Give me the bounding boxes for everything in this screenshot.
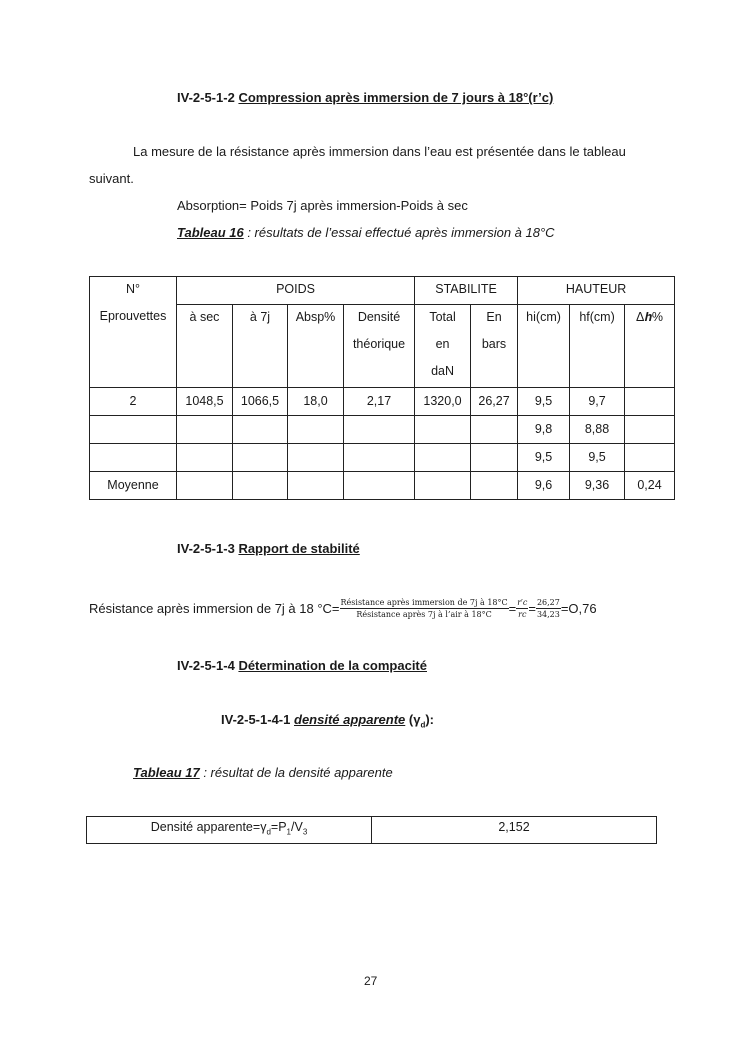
cell-a-sec: 1048,5 bbox=[177, 388, 233, 416]
section-number: IV-2-5-1-2 bbox=[177, 90, 235, 105]
table17-caption bbox=[133, 765, 393, 780]
label-sub: 3 bbox=[302, 827, 308, 837]
cell-hi: 9,5 bbox=[518, 444, 570, 472]
label-main: Densité apparente=γ bbox=[150, 820, 267, 834]
header-hauteur bbox=[518, 277, 675, 305]
heading-suffix: ): bbox=[425, 712, 434, 727]
header-en-l2: bars bbox=[481, 337, 507, 351]
cell-densite bbox=[344, 444, 415, 472]
cell-n bbox=[90, 416, 177, 444]
header-hf-label: hf(cm) bbox=[579, 310, 615, 324]
header-a-7j bbox=[233, 305, 288, 388]
header-total bbox=[415, 305, 471, 388]
cell-hf: 9,7 bbox=[570, 388, 625, 416]
cell-a-7j bbox=[233, 472, 288, 500]
table16-caption bbox=[177, 225, 555, 240]
header-eprouvettes-label: Eprouvettes bbox=[99, 309, 167, 323]
cell-n bbox=[90, 444, 177, 472]
stability-label: Résistance après immersion de 7j à 18 °C= bbox=[89, 600, 340, 616]
table-row bbox=[90, 416, 675, 444]
section-heading-compacite bbox=[177, 658, 427, 673]
stability-fraction-symbols bbox=[516, 597, 528, 620]
header-densite-l2: théorique bbox=[352, 337, 406, 351]
stability-result: =O,76 bbox=[560, 600, 597, 616]
fraction-numerator: 26,27 bbox=[536, 597, 560, 607]
header-a-7j-label: à 7j bbox=[249, 310, 271, 324]
section-number: IV-2-5-1-4 bbox=[177, 658, 235, 673]
cell-a-sec bbox=[177, 444, 233, 472]
cell-total: 1320,0 bbox=[415, 388, 471, 416]
cell-hi: 9,8 bbox=[518, 416, 570, 444]
section-title: Détermination de la compacité bbox=[238, 658, 427, 673]
cell-densite bbox=[344, 472, 415, 500]
cell-dh bbox=[625, 444, 675, 472]
fraction-denominator: rc bbox=[518, 609, 527, 619]
cell-bars bbox=[471, 472, 518, 500]
table-row bbox=[90, 444, 675, 472]
label-slash: /V bbox=[291, 820, 303, 834]
header-densite-l1: Densité bbox=[357, 310, 401, 324]
table16-caption-label: Tableau 16 bbox=[177, 225, 244, 240]
cell-bars bbox=[471, 416, 518, 444]
cell-total bbox=[415, 444, 471, 472]
cell-dh bbox=[625, 416, 675, 444]
densite-apparente-value: 2,152 bbox=[372, 817, 657, 844]
cell-densite bbox=[344, 416, 415, 444]
cell-n: 2 bbox=[90, 388, 177, 416]
stability-fraction-words bbox=[340, 597, 509, 620]
cell-bars bbox=[471, 444, 518, 472]
intro-line-2: suivant. bbox=[89, 171, 134, 186]
cell-absp bbox=[288, 416, 344, 444]
fraction-numerator: r′c bbox=[517, 597, 528, 607]
equals-sign: = bbox=[508, 600, 517, 616]
cell-densite: 2,17 bbox=[344, 388, 415, 416]
fraction-denominator: 34,23 bbox=[536, 609, 560, 619]
section-heading-densite-apparente bbox=[221, 712, 434, 730]
cell-a-sec bbox=[177, 416, 233, 444]
section-number: IV-2-5-1-3 bbox=[177, 541, 235, 556]
header-en-l1: En bbox=[486, 310, 502, 324]
header-hf bbox=[570, 305, 625, 388]
header-poids-label: POIDS bbox=[276, 282, 315, 296]
section-title: densité apparente bbox=[294, 712, 406, 727]
cell-dh bbox=[625, 388, 675, 416]
header-en-bars bbox=[471, 305, 518, 388]
cell-absp bbox=[288, 444, 344, 472]
header-eprouvettes bbox=[90, 277, 177, 388]
label-sub: d bbox=[266, 827, 271, 837]
cell-hi: 9,5 bbox=[518, 388, 570, 416]
header-poids bbox=[177, 277, 415, 305]
cell-dh: 0,24 bbox=[625, 472, 675, 500]
header-absp-label: Absp% bbox=[295, 310, 336, 324]
cell-a-sec bbox=[177, 472, 233, 500]
table-row bbox=[87, 817, 657, 844]
header-a-sec-label: à sec bbox=[189, 310, 220, 324]
fraction-numerator: Résistance après immersion de 7j à 18°C bbox=[340, 597, 508, 607]
header-total-l3: daN bbox=[431, 364, 454, 378]
header-hauteur-label: HAUTEUR bbox=[565, 282, 627, 296]
header-absp bbox=[288, 305, 344, 388]
cell-hi: 9,6 bbox=[518, 472, 570, 500]
section-title: Compression après immersion de 7 jours à 18°(r’c) bbox=[238, 90, 554, 105]
header-total-l2: en bbox=[435, 337, 450, 351]
cell-a-7j bbox=[233, 416, 288, 444]
table17 bbox=[86, 816, 657, 844]
header-dh-label: Δ𝒉% bbox=[636, 310, 664, 324]
cell-a-7j: 1066,5 bbox=[233, 388, 288, 416]
cell-absp bbox=[288, 472, 344, 500]
densite-apparente-label bbox=[87, 817, 372, 844]
gamma-subscript: d bbox=[420, 720, 426, 730]
cell-n: Moyenne bbox=[90, 472, 177, 500]
cell-hf: 9,5 bbox=[570, 444, 625, 472]
intro-line-1: La mesure de la résistance après immersion dans l’eau est présentée dans le tableau bbox=[133, 144, 626, 159]
stability-fraction-values bbox=[536, 597, 561, 620]
header-a-sec bbox=[177, 305, 233, 388]
label-sub: 1 bbox=[286, 827, 291, 837]
header-dh bbox=[625, 305, 675, 388]
gamma-symbol: (γ bbox=[405, 712, 421, 727]
header-n: N° bbox=[125, 282, 141, 296]
header-stabilite-label: STABILITE bbox=[435, 282, 497, 296]
table-row bbox=[90, 472, 675, 500]
section-heading-compression bbox=[177, 90, 553, 105]
header-hi bbox=[518, 305, 570, 388]
cell-hf: 9,36 bbox=[570, 472, 625, 500]
cell-absp: 18,0 bbox=[288, 388, 344, 416]
header-total-l1: Total bbox=[429, 310, 456, 324]
cell-hf: 8,88 bbox=[570, 416, 625, 444]
table-row bbox=[90, 388, 675, 416]
table17-caption-text: : résultat de la densité apparente bbox=[199, 765, 393, 780]
absorption-formula: Absorption= Poids 7j après immersion-Poids à sec bbox=[177, 198, 468, 213]
section-title: Rapport de stabilité bbox=[238, 541, 360, 556]
cell-total bbox=[415, 472, 471, 500]
section-number: IV-2-5-1-4-1 bbox=[221, 712, 291, 727]
header-stabilite bbox=[415, 277, 518, 305]
page-number: 27 bbox=[364, 974, 378, 988]
table16-caption-text: : résultats de l’essai effectué après immersion à 18°C bbox=[243, 225, 555, 240]
section-heading-stabilite bbox=[177, 541, 360, 556]
header-hi-label: hi(cm) bbox=[526, 310, 561, 324]
cell-total bbox=[415, 416, 471, 444]
header-densite bbox=[344, 305, 415, 388]
table16 bbox=[89, 276, 675, 500]
fraction-denominator: Résistance après 7j à l’air à 18°C bbox=[356, 609, 492, 619]
cell-bars: 26,27 bbox=[471, 388, 518, 416]
table17-caption-label: Tableau 17 bbox=[133, 765, 200, 780]
equals-sign: = bbox=[528, 600, 536, 616]
cell-a-7j bbox=[233, 444, 288, 472]
stability-equation bbox=[89, 593, 597, 623]
label-mid: =P bbox=[270, 820, 287, 834]
